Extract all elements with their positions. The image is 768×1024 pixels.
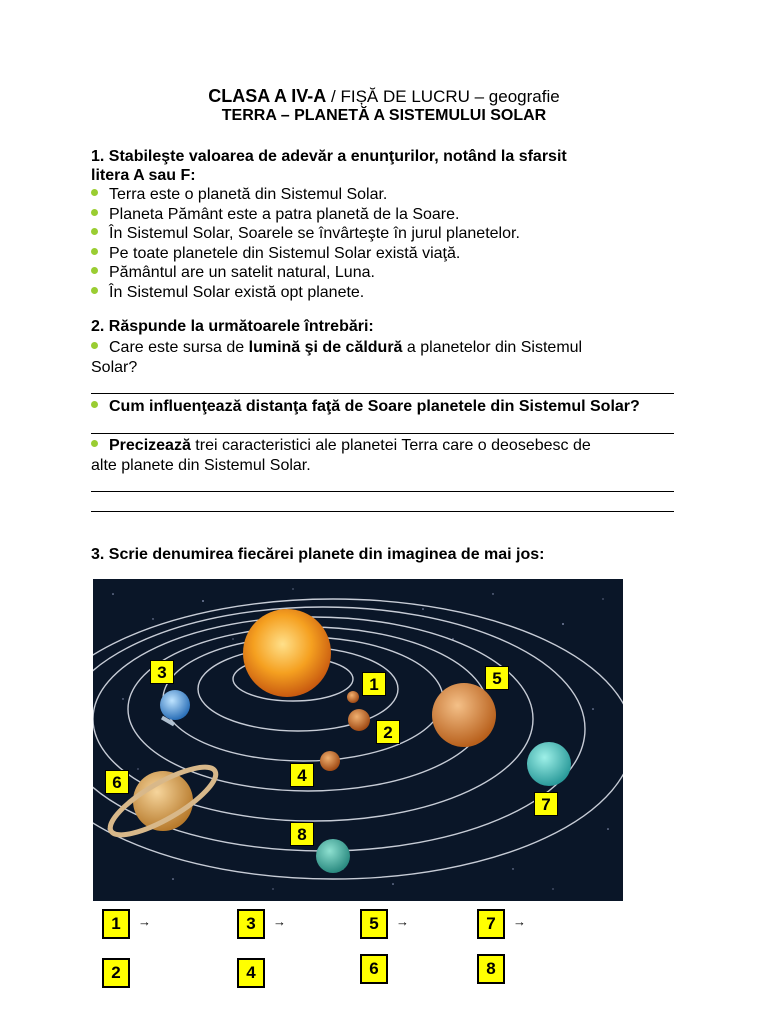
answer-label-8: 8 <box>477 954 505 984</box>
section3-heading: 3. Scrie denumirea fiecărei planete din imaginea de mai jos: <box>91 546 545 563</box>
bullet-icon <box>91 248 98 255</box>
image-label-4: 4 <box>290 763 314 787</box>
list-item-text: Pe toate planetele din Sistemul Solar există viaţă. <box>109 244 461 262</box>
q1-text-c: a planetelor din Sistemul <box>402 339 583 356</box>
planet-neptune <box>316 839 350 873</box>
answer-line-2[interactable] <box>91 433 674 434</box>
bullet-icon <box>91 401 98 408</box>
bullet-icon <box>91 287 98 294</box>
section2-heading: 2. Răspunde la următoarele întrebări: <box>91 318 374 335</box>
bullet-icon <box>91 209 98 216</box>
arrow-icon: → <box>273 914 286 929</box>
question-1 <box>91 338 691 377</box>
planet-earth <box>160 690 190 720</box>
list-item <box>91 283 520 303</box>
image-label-8: 8 <box>290 822 314 846</box>
list-item-text: În Sistemul Solar există opt planete. <box>109 283 365 301</box>
title-subject: FIȘĂ DE LUCRU – geografie <box>340 87 560 106</box>
image-label-1: 1 <box>362 672 386 696</box>
bullet-icon <box>91 228 98 235</box>
arrow-icon: → <box>138 914 151 929</box>
answer-label-5: 5 <box>360 909 388 939</box>
answer-line-1[interactable] <box>91 393 674 394</box>
q3-text-b: trei caracteristici ale planetei Terra care o deosebesc de <box>190 437 591 454</box>
planet-venus <box>348 709 370 731</box>
list-item-text: În Sistemul Solar, Soarele se învârteşte în jurul planetelor. <box>109 225 520 242</box>
planet-mars <box>320 751 340 771</box>
q3-text-line2: alte planete din Sistemul Solar. <box>91 456 311 474</box>
subtitle-rest: PLANETĂ A SISTEMULUI SOLAR <box>294 107 547 124</box>
q2-text: Cum influenţează distanţa faţă de Soare planetele din Sistemul Solar? <box>109 398 640 415</box>
list-item <box>91 244 520 264</box>
space-background <box>93 579 623 901</box>
answer-label-1: 1 <box>102 909 130 939</box>
section1-heading-line1: 1. Stabileşte valoarea de adevăr a enunţurilor, notând la sfarsit <box>91 148 567 165</box>
bullet-icon <box>91 267 98 274</box>
answer-line-3[interactable] <box>91 491 674 492</box>
answer-label-3: 3 <box>237 909 265 939</box>
section1-list <box>91 185 520 302</box>
image-label-7: 7 <box>534 792 558 816</box>
image-label-2: 2 <box>376 720 400 744</box>
answer-label-2: 2 <box>102 958 130 988</box>
answer-label-6: 6 <box>360 954 388 984</box>
arrow-icon: → <box>513 914 526 929</box>
title-class: CLASA A IV-A <box>208 86 327 106</box>
section1-heading <box>91 147 567 185</box>
list-item-text: Terra este o planetă din Sistemul Solar. <box>109 186 388 203</box>
solar-system-illustration <box>93 579 623 901</box>
worksheet-subtitle <box>0 107 768 125</box>
section1-heading-line2: litera A sau F: <box>91 167 196 184</box>
q3-text-bold: Precizează <box>109 437 191 454</box>
question-3 <box>91 436 691 475</box>
q1-text-a: Care este sursa de <box>109 339 249 356</box>
list-item-text: Pământul are un satelit natural, Luna. <box>109 264 375 281</box>
planet-uranus <box>527 742 571 786</box>
list-item <box>91 263 520 283</box>
solar-system-image <box>93 579 623 901</box>
q1-text-bold: lumină şi de căldură <box>248 339 403 356</box>
bullet-icon <box>91 342 98 349</box>
image-label-5: 5 <box>485 666 509 690</box>
list-item <box>91 185 520 205</box>
list-item <box>91 224 520 244</box>
question-2 <box>91 397 640 417</box>
image-label-3: 3 <box>150 660 174 684</box>
bullet-icon <box>91 189 98 196</box>
image-label-6: 6 <box>105 770 129 794</box>
arrow-icon: → <box>396 914 409 929</box>
planet-mercury <box>347 691 359 703</box>
list-item-text: Planeta Pământ este a patra planetă de la Soare. <box>109 205 460 223</box>
answer-line-4[interactable] <box>91 511 674 512</box>
q1-text-line2: Solar? <box>91 358 138 376</box>
subtitle-terra: TERRA – <box>221 107 295 124</box>
planet-jupiter <box>432 683 496 747</box>
bullet-icon <box>91 440 98 447</box>
title-separator: / <box>326 87 341 106</box>
worksheet-title <box>0 86 768 107</box>
sun <box>243 609 331 697</box>
list-item <box>91 205 520 225</box>
answer-label-4: 4 <box>237 958 265 988</box>
answer-label-7: 7 <box>477 909 505 939</box>
